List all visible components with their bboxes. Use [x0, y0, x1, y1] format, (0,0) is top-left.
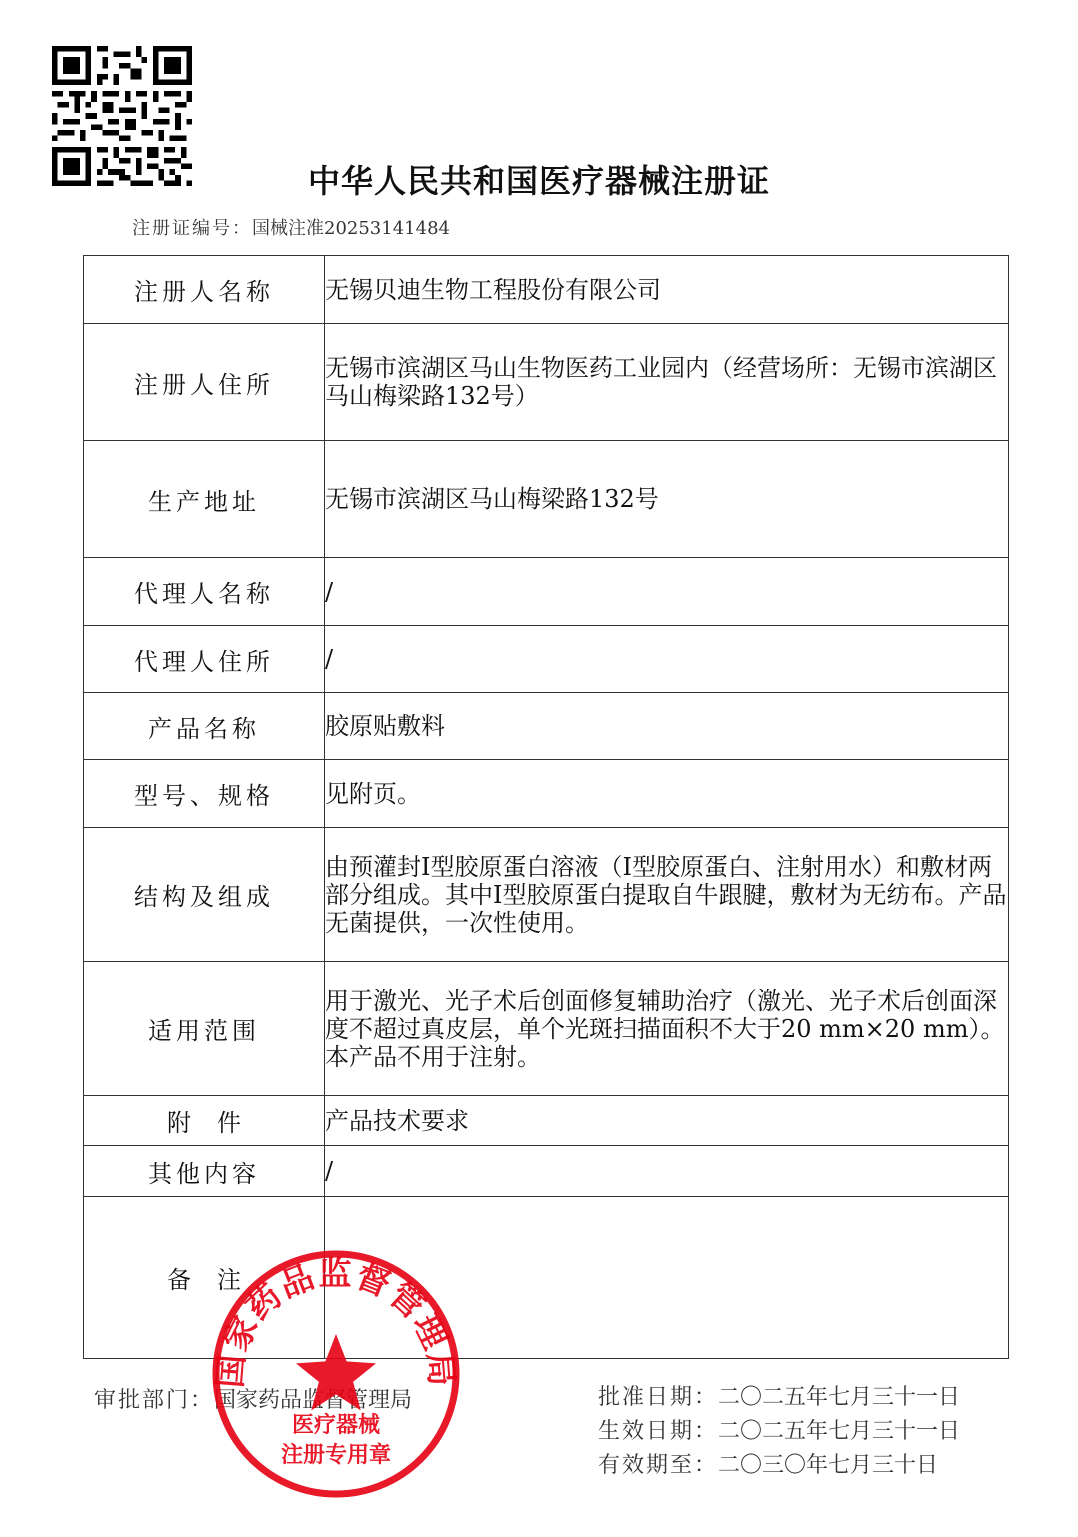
- row-label: 生产地址: [84, 441, 325, 558]
- certificate-table: [83, 255, 1009, 1359]
- date-label: 有效期至：: [598, 1453, 719, 1478]
- table-row: [84, 1096, 1009, 1146]
- table-row: [84, 256, 1009, 324]
- registration-number: [132, 214, 450, 240]
- date-block: [598, 1381, 960, 1483]
- date-label: 生效日期：: [598, 1419, 719, 1444]
- row-label: 代理人名称: [84, 558, 325, 626]
- row-label: 代理人住所: [84, 626, 325, 693]
- approval-date: [598, 1381, 960, 1415]
- row-value: 由预灌封Ⅰ型胶原蛋白溶液（Ⅰ型胶原蛋白、注射用水）和敷材两部分组成。其中Ⅰ型胶原蛋白提取自牛跟腱，敷材为无纺布。产品无菌提供，一次性使用。: [325, 828, 1009, 962]
- registration-number-value: 国械注准20253141484: [252, 218, 450, 239]
- date-label: 批准日期：: [598, 1385, 719, 1410]
- table-row: [84, 1146, 1009, 1197]
- star-icon: [296, 1334, 376, 1410]
- seal-inner-line1: 医疗器械: [291, 1413, 381, 1438]
- certificate-title: 中华人民共和国医疗器械注册证: [307, 162, 770, 200]
- row-label: 产品名称: [84, 693, 325, 760]
- row-value: 产品技术要求: [325, 1096, 1009, 1146]
- row-value: /: [325, 626, 1009, 693]
- row-value: 无锡贝迪生物工程股份有限公司: [325, 256, 1009, 324]
- row-value: 无锡市滨湖区马山生物医药工业园内（经营场所：无锡市滨湖区马山梅梁路132号）: [325, 324, 1009, 441]
- date-value: 二〇二五年七月三十一日: [718, 1419, 961, 1444]
- seal-outer-text: 国家药品监督管理局: [210, 1253, 462, 1390]
- table-row: [84, 693, 1009, 760]
- row-value: 胶原贴敷料: [325, 693, 1009, 760]
- table-row: [84, 962, 1009, 1096]
- row-label: 其他内容: [84, 1146, 325, 1197]
- row-label: 注册人住所: [84, 324, 325, 441]
- row-label: 结构及组成: [84, 828, 325, 962]
- row-label: 型号、规格: [84, 760, 325, 828]
- row-label: 注册人名称: [84, 256, 325, 324]
- date-value: 二〇二五年七月三十一日: [718, 1385, 961, 1410]
- official-seal: [210, 1248, 462, 1500]
- table-row: [84, 760, 1009, 828]
- row-value: 见附页。: [325, 760, 1009, 828]
- expiry-date: [598, 1449, 960, 1483]
- seal-inner-line2: 注册专用章: [280, 1443, 392, 1468]
- row-label: 备注: [84, 1197, 325, 1359]
- row-value: 无锡市滨湖区马山梅梁路132号: [325, 441, 1009, 558]
- row-label: 附件: [84, 1096, 325, 1146]
- approval-department-label: 审批部门：: [94, 1388, 215, 1413]
- table-row: [84, 441, 1009, 558]
- table-row: [84, 626, 1009, 693]
- row-label: 适用范围: [84, 962, 325, 1096]
- row-value: /: [325, 1146, 1009, 1197]
- table-row: [84, 558, 1009, 626]
- effective-date: [598, 1415, 960, 1449]
- date-value: 二〇三〇年七月三十日: [718, 1453, 939, 1478]
- row-value: 用于激光、光子术后创面修复辅助治疗（激光、光子术后创面深度不超过真皮层，单个光斑扫描面积不大于20 mm×20 mm）。本产品不用于注射。: [325, 962, 1009, 1096]
- registration-number-label: 注册证编号：: [132, 218, 252, 239]
- table-row: [84, 324, 1009, 441]
- approval-department-value: 国家药品监督管理局: [214, 1388, 413, 1413]
- table-row: [84, 828, 1009, 962]
- row-value: /: [325, 558, 1009, 626]
